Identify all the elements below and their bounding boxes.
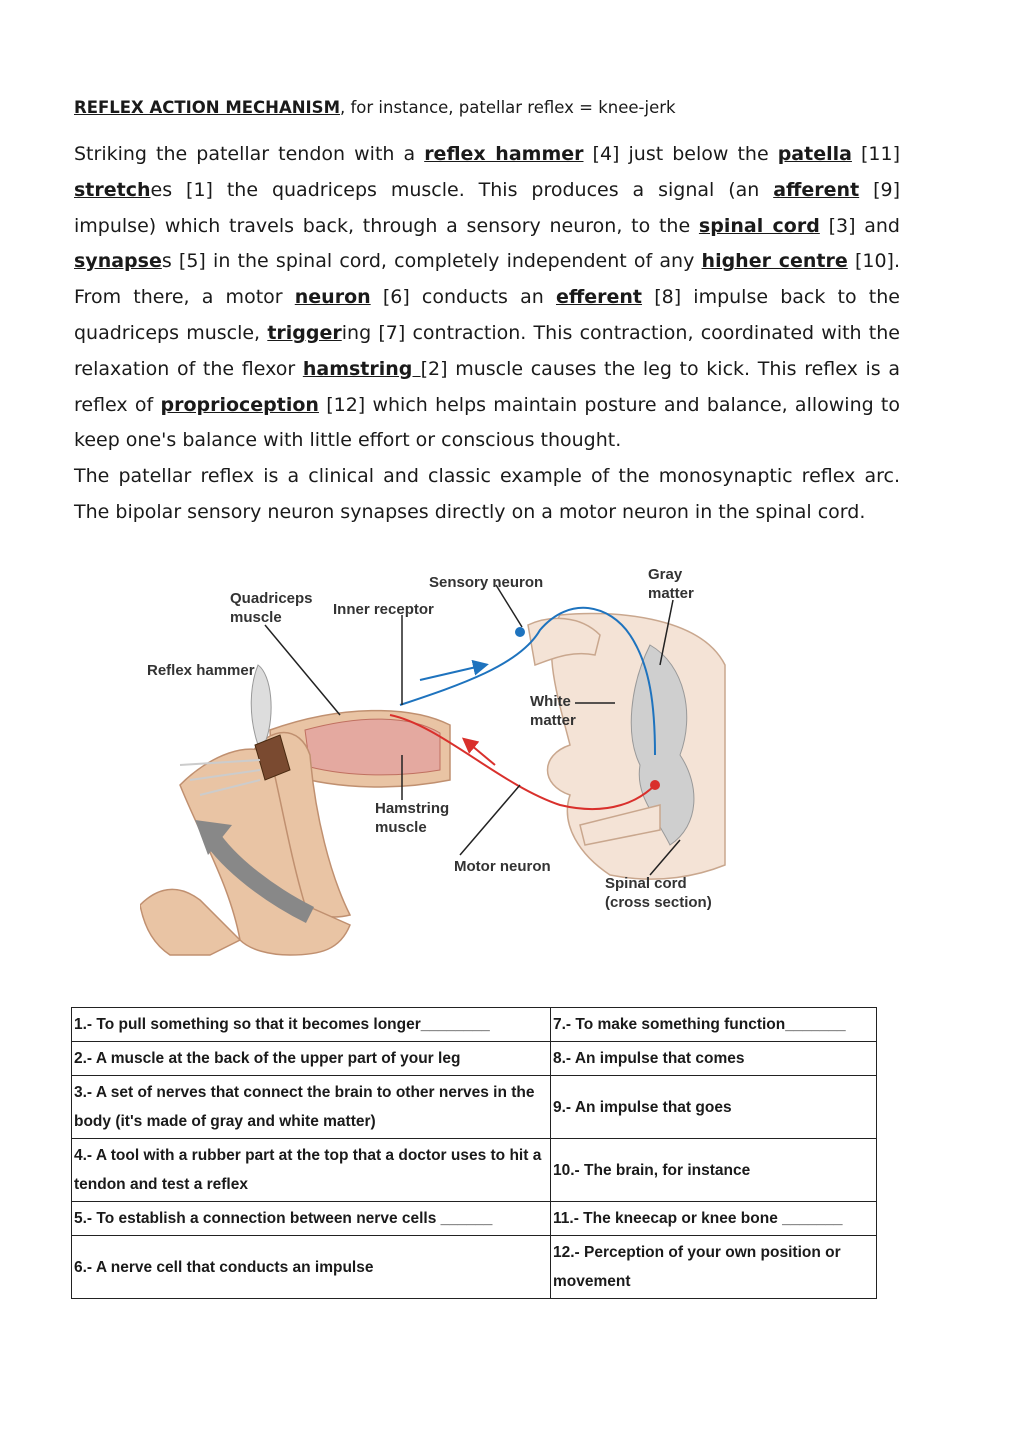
document-heading (74, 98, 676, 117)
keyword: hamstring (302, 357, 421, 380)
table-row (72, 1008, 877, 1042)
label-quadriceps-2: muscle (230, 609, 282, 626)
keyword: spinal cord (698, 214, 820, 237)
label-white-1: White (530, 693, 571, 710)
table-row (72, 1139, 877, 1202)
table-cell: 5.- To establish a connection between nerve cells ______ (72, 1202, 551, 1236)
table-cell: 11.- The kneecap or knee bone _______ (551, 1202, 877, 1236)
pointer-motor (460, 785, 520, 855)
explanation-paragraph (74, 137, 900, 531)
label-reflex-hammer: Reflex hammer (147, 662, 255, 679)
label-inner-receptor: Inner receptor (333, 601, 434, 618)
keyword: stretch (74, 178, 151, 201)
reflex-arc-diagram (140, 555, 730, 975)
keyword: synapse (74, 250, 162, 273)
table-row (72, 1236, 877, 1299)
paragraph-text: [4] just below the (583, 143, 778, 165)
table-row (72, 1076, 877, 1139)
label-hamstring-1: Hamstring (375, 800, 450, 817)
table-cell: 12.- Perception of your own position or movement (551, 1236, 877, 1299)
paragraph-text: [12] which helps maintain posture and balance, allowing to keep one's balance with little effort or conscious thought. (74, 393, 900, 452)
keyword: proprioception (160, 393, 319, 416)
paragraph-text: [8] impulse back to the quadriceps muscle, (74, 286, 900, 344)
keyword: patella (777, 143, 852, 165)
spinal-cord-shape (528, 613, 725, 879)
keyword: efferent (555, 286, 643, 309)
keyword: afferent (773, 178, 860, 201)
pointer-quadriceps (265, 625, 340, 715)
keyword: higher centre (701, 250, 848, 273)
sensory-neuron-body (515, 627, 525, 637)
keyword: trigger (267, 321, 342, 344)
label-hamstring-2: muscle (375, 819, 427, 836)
paragraph-text: s [5] in the spinal cord, completely independent of any (161, 250, 702, 273)
paragraph-text: [3] and (819, 214, 900, 237)
paragraph-text: ing [7] contraction. This contraction, coordinated with the relaxation of the flexor (74, 321, 900, 380)
paragraph-text: [6] conducts an (370, 286, 556, 309)
paragraph-text: Striking the patellar tendon with a (74, 143, 425, 165)
label-white-2: matter (530, 712, 576, 729)
table-row (72, 1042, 877, 1076)
heading-title: REFLEX ACTION MECHANISM (74, 98, 340, 117)
table-cell: 8.- An impulse that comes (551, 1042, 877, 1076)
keyword: reflex hammer (424, 143, 584, 165)
label-gray-2: matter (648, 585, 694, 602)
label-gray-1: Gray (648, 566, 683, 583)
vocabulary-table (71, 1007, 877, 1299)
paragraph-text: [2] muscle causes the leg to kick. This reflex is a reflex of (74, 357, 900, 416)
table-cell: 3.- A set of nerves that connect the brain to other nerves in the body (it's made of gray and white matter) (72, 1076, 551, 1139)
motor-neuron-body (650, 780, 660, 790)
table-cell: 2.- A muscle at the back of the upper part of your leg (72, 1042, 551, 1076)
paragraph-2: The patellar reflex is a clinical and classic example of the monosynaptic reflex arc. The bipolar sensory neuron synapses directly on a motor neuron in the spinal cord. (74, 465, 900, 523)
heading-subtitle: , for instance, patellar reflex = knee-jerk (339, 98, 676, 117)
paragraph-1 (74, 137, 900, 459)
table-cell: 1.- To pull something so that it becomes longer________ (72, 1008, 551, 1042)
label-spinal-1: Spinal cord (605, 875, 687, 892)
paragraph-text: es [1] the quadriceps muscle. This produces a signal (an (150, 178, 774, 201)
table-cell: 10.- The brain, for instance (551, 1139, 877, 1202)
reflex-arc-illustration (140, 555, 730, 975)
label-sensory-neuron: Sensory neuron (429, 574, 544, 591)
table-cell: 7.- To make something function_______ (551, 1008, 877, 1042)
table-cell: 4.- A tool with a rubber part at the top that a doctor uses to hit a tendon and test a reflex (72, 1139, 551, 1202)
paragraph-text: [11] (851, 143, 901, 165)
table-cell: 9.- An impulse that goes (551, 1076, 877, 1139)
label-spinal-2: (cross section) (605, 894, 712, 911)
paragraph-text: [10]. From there, a motor (74, 250, 900, 309)
table-cell: 6.- A nerve cell that conducts an impulse (72, 1236, 551, 1299)
label-quadriceps-1: Quadriceps (230, 590, 313, 607)
keyword: neuron (294, 286, 371, 309)
table-row (72, 1202, 877, 1236)
paragraph-text: [9] impulse) which travels back, through a sensory neuron, to the (74, 178, 900, 237)
label-motor-neuron: Motor neuron (454, 858, 551, 875)
pointer-sensory (496, 585, 522, 627)
